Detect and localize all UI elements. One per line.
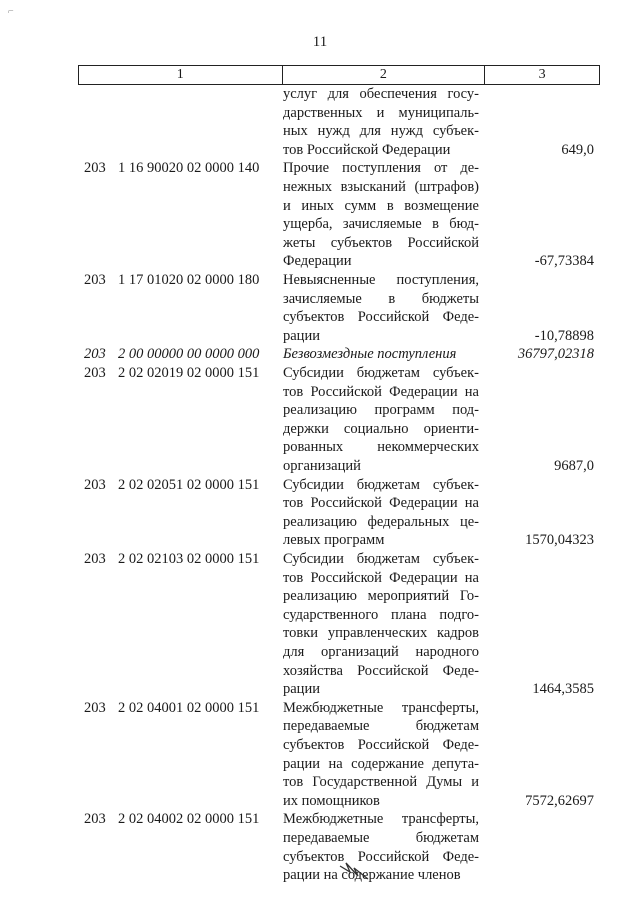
description-line: нежных взысканий (штрафов) (283, 178, 479, 195)
description-line: ных нужд для нужд субъек- (283, 123, 479, 140)
budget-row (0, 699, 640, 811)
description-line: Субсидии бюджетам субъек- (283, 476, 479, 493)
description-line: Субсидии бюджетам субъек- (283, 550, 479, 567)
amount-value: -10,78898 (534, 327, 594, 344)
income-description (283, 550, 479, 699)
admin-code: 203 (84, 550, 106, 567)
budget-row (0, 345, 640, 364)
description-line: реализацию программ под- (283, 402, 479, 419)
admin-code: 203 (84, 699, 106, 716)
budget-row (0, 159, 640, 271)
description-line: организаций (283, 457, 361, 474)
scan-mark: ⌐ (8, 6, 14, 17)
amount-value: 9687,0 (554, 457, 594, 474)
income-description (283, 85, 479, 159)
budget-class-code: 2 02 04001 02 0000 151 (118, 699, 260, 716)
description-line: тов Российской Федерации на (283, 495, 479, 512)
budget-class-code: 1 17 01020 02 0000 180 (118, 271, 260, 288)
description-line: Невыясненные поступления, (283, 271, 479, 288)
description-line: дарственных и муниципаль- (283, 104, 479, 121)
description-line: передаваемые бюджетам (283, 718, 479, 735)
description-line: тов Государственной Думы и (283, 774, 479, 791)
description-line: держки социально ориенти- (283, 420, 479, 437)
admin-code: 203 (84, 364, 106, 381)
description-line: жеты субъектов Российской (283, 234, 479, 251)
description-line: субъектов Российской Феде- (283, 848, 479, 865)
description-line: Субсидии бюджетам субъек- (283, 364, 479, 381)
description-line: услуг для обеспечения госу- (283, 86, 479, 102)
income-description (283, 810, 479, 884)
description-line: рации (283, 681, 320, 698)
budget-rows (0, 85, 640, 885)
admin-code: 203 (84, 476, 106, 493)
budget-row (0, 476, 640, 550)
budget-class-code: 2 02 02019 02 0000 151 (118, 364, 260, 381)
description-line: Межбюджетные трансферты, (283, 699, 479, 716)
description-line: субъектов Российской Феде- (283, 309, 479, 326)
amount-value: 36797,02318 (517, 346, 594, 363)
description-line: реализацию мероприятий Го- (283, 588, 479, 605)
budget-row (0, 364, 640, 476)
admin-code: 203 (84, 811, 106, 828)
budget-class-code: 2 02 02103 02 0000 151 (118, 550, 260, 567)
description-line: левых программ (283, 532, 385, 549)
column-header-1: 1 (79, 66, 283, 85)
column-header-table (78, 65, 600, 85)
handwritten-mark (338, 860, 372, 882)
description-line: зачисляемые в бюджеты (283, 290, 479, 307)
description-line: и иных сумм в возмещение (283, 197, 479, 214)
budget-class-code: 2 02 04002 02 0000 151 (118, 811, 260, 828)
income-description (283, 699, 479, 811)
description-line: рованных некоммерческих (283, 439, 479, 456)
description-line: передаваемые бюджетам (283, 829, 479, 846)
description-line: тов Российской Федерации на (283, 383, 479, 400)
description-line: ущерба, зачисляемые в бюд- (283, 216, 479, 233)
budget-class-code: 2 00 00000 00 0000 000 (118, 346, 260, 363)
description-line: хозяйства Российской Феде- (283, 662, 479, 679)
budget-row (0, 550, 640, 699)
amount-value: 1464,3585 (532, 681, 594, 698)
description-line: товки управленческих кадров (283, 625, 479, 642)
income-description (283, 271, 479, 345)
income-description (283, 476, 479, 550)
budget-class-code: 1 16 90020 02 0000 140 (118, 160, 260, 177)
description-line: субъектов Российской Феде- (283, 736, 479, 753)
admin-code: 203 (84, 160, 106, 177)
amount-value: 649,0 (561, 141, 594, 158)
income-description (283, 364, 479, 476)
description-line: рации (283, 327, 320, 344)
description-line: Межбюджетные трансферты, (283, 811, 479, 828)
amount-value: -67,73384 (534, 253, 594, 270)
budget-row (0, 271, 640, 345)
budget-row (0, 810, 640, 884)
amount-value: 1570,04323 (525, 532, 594, 549)
admin-code: 203 (84, 346, 106, 363)
description-line: тов Российской Федерации на (283, 569, 479, 586)
description-line: сударственного плана подго- (283, 606, 479, 623)
description-line: Безвозмездные поступления (283, 346, 457, 363)
description-line: для организаций народного (283, 643, 479, 660)
admin-code: 203 (84, 271, 106, 288)
description-line: Федерации (283, 253, 352, 270)
amount-value: 7572,62697 (525, 792, 594, 809)
description-line: рации на содержание членов (283, 867, 461, 884)
income-description (283, 159, 479, 271)
budget-row (0, 85, 640, 159)
budget-class-code: 2 02 02051 02 0000 151 (118, 476, 260, 493)
description-line: реализацию федеральных це- (283, 513, 479, 530)
column-header-2: 2 (282, 66, 485, 85)
income-description (283, 345, 479, 364)
page-number: 11 (312, 34, 328, 50)
description-line: Прочие поступления от де- (283, 160, 479, 177)
description-line: тов Российской Федерации (283, 141, 451, 158)
description-line: рации на содержание депута- (283, 755, 479, 772)
description-line: их помощников (283, 792, 380, 809)
column-header-3: 3 (485, 66, 600, 85)
